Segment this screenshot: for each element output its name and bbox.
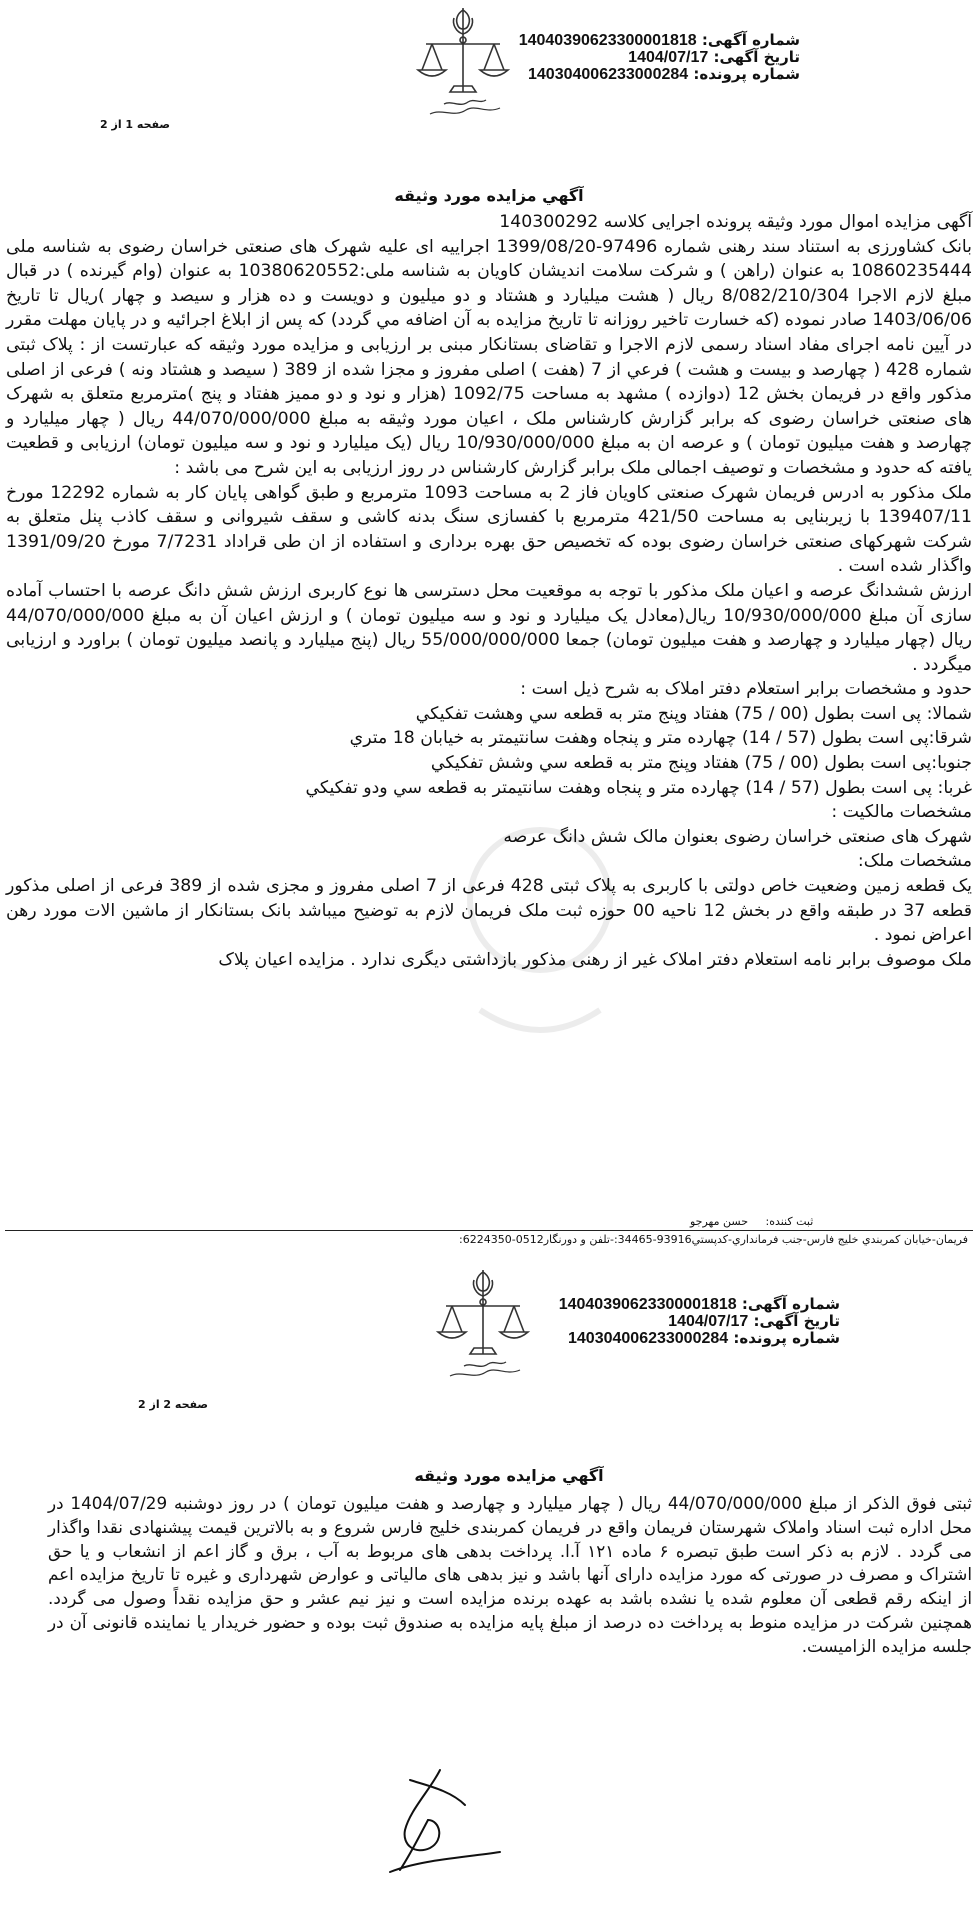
paragraph: حدود و مشخصات برابر استعلام دفتر املاک به شرح ذیل است : xyxy=(520,679,972,700)
signature-icon xyxy=(370,1760,520,1890)
paragraph: یک قطعه زمین وضعیت خاص دولتی با کاربری به پلاک ثبتی 428 فرعی از 7 اصلی مفروز و مجزی شده از 389 فرعی از اصلی مذکور قطعه 37 در طبقه واقع در بخش 12 ناحیه 00 حوزه ثبت ملک فریمان لازم به توضیح میباشد بانک بستانکار از ماشین الات مورد رهن اعراض نمود . xyxy=(6,876,972,946)
ad-number-row: شماره آگهی: 14040390623300001818 xyxy=(518,31,800,49)
paragraph: شرقا:پی است بطول (57 / 14) چهارده متر و پنجاه وهفت سانتیمتر به خیابان 18 متري xyxy=(349,728,972,749)
office-address-footer: فریمان-خیابان کمربندي خلیج فارس-جنب فرمانداري-کدپستي93916-34465:-تلفن و دورنگار0512-6224350: xyxy=(459,1233,968,1246)
paragraph: مشخصات ملک: xyxy=(857,851,972,872)
signer-block xyxy=(690,1215,813,1228)
ad-number-row: شماره آگهی: 14040390623300001818 xyxy=(558,1295,840,1313)
file-number-row: شماره پرونده: 140304006233000284 xyxy=(528,65,800,83)
ad-meta-block xyxy=(558,1295,840,1347)
ad-meta-block xyxy=(518,31,800,83)
file-number-row: شماره پرونده: 140304006233000284 xyxy=(568,1329,840,1347)
page-2 xyxy=(0,1260,978,1929)
footer-divider xyxy=(5,1230,973,1231)
ad-number: 14040390623300001818 xyxy=(518,32,697,49)
ad-date-row: تاریخ آگهی: 1404/07/17 xyxy=(668,1312,840,1330)
paragraph: ثبتی فوق الذکر از مبلغ 44/070/000/000 ریال ( چهار میلیارد و چهارصد و هفت میلیون تومان ) در روز دوشنبه 1404/07/29 در محل اداره ثبت اسناد واملاک شهرستان فریمان واقع در فریمان کمربندی خلیج فارس شروع و به بالاترین قیمت پیشنهادی نقدا واگذار می گردد . لازم به ذکر است طبق تبصره ۶ ماده ۱۲۱ آ.ا. پرداخت بدهی های مربوط به آب ، برق و گاز اعم از انشعاب و یا حق اشتراک و مصرف در صورتی که مورد مزایده دارای آنها باشد و نیز بدهی های مالیاتی و عوارض شهرداری و غیره تا تاریخ مزایده اعم از اینکه رقم قطعی آن معلوم شده یا نشده باشد به عهده برنده مزایده است و نیز نیم عشر و حق مزایده نقداً وصول می گردد. همچنین شرکت در مزایده منوط به پرداخت ده درصد از مبلغ پایه مزایده به صندوق ثبت بوده و حضور خریدار یا نماینده قانونی آن در جلسه مزایده الزامیست. xyxy=(48,1493,972,1656)
file-number: 140304006233000284 xyxy=(568,1330,729,1347)
notice-title: آگهي مزايده مورد وثيقه xyxy=(414,1466,604,1485)
page-indicator: صفحه 1 از 2 xyxy=(100,118,171,131)
file-number: 140304006233000284 xyxy=(528,66,689,83)
paragraph: جنوبا:پی است بطول (00 / 75) هفتاد وپنج متر به قطعه سي وشش تفكيكي xyxy=(430,753,972,774)
ad-date: 1404/07/17 xyxy=(628,49,709,66)
signer-name: حسن مهرجو xyxy=(690,1215,748,1228)
paragraph: ارزش ششدانگ عرصه و اعیان ملک مذکور با توجه به موقعیت محل دسترسی ها نوع کاربری ارزش شش دانگ عرصه با احتساب آماده سازی آن مبلغ 10/930/000/000 ریال(معادل یک میلیارد و نود و سه میلیون تومان ) و ارزش اعیان آن به مبلغ 44/070/000/000 ریال (چهار میلیارد و چهارصد و هفت میلیون تومان) جمعا 55/000/000/000 ریال (پنج میلیارد و پانصد میلیون تومان ) براورد و ارزیابی میگردد . xyxy=(6,580,973,675)
paragraph: شمالا: پی است بطول (00 / 75) هفتاد وپنج متر به قطعه سي وهشت تفكيكي xyxy=(415,703,972,724)
paragraph: آگهی مزایده اموال مورد وثیقه پرونده اجرایی کلاسه 140300292 xyxy=(499,212,972,232)
paragraph: بانک کشاورزی به استناد سند رهنی شماره 97496-1399/08/20 اجراییه ای علیه شهرک های صنعتی خراسان رضوی به شناسه ملی 10860235444 به عنوان (راهن ) و شرکت سلامت اندیشان کاویان به شناسه ملی:10380620552 به عنوان (وام گیرنده ) در قبال مبلغ لازم الاجرا 8/082/210/304 ریال ( هشت میلیارد و هشتاد و دو میلیون و دویست و ده هزار و سیصد و چهار )ریال تا تاریخ 1403/06/06 صادر نموده (که خسارت تاخیر روزانه تا تاریخ مزایده به آن اضافه مي گردد) که پس از ابلاغ اجرائیه و در پایان مهلت مقرر در آیین نامه اجرای مفاد اسناد رسمی لازم الاجرا و تقاضای بستانکار مبنی بر ارزیابی و مزایده مورد وثیقه که عبارتست از : پلاک ثبتی شماره 428 ( چهارصد و بیست و هشت ) فرعي از 7 (هفت ) اصلی مفروز و مجزا شده از 389 ( سیصد و هشتاد ونه ) فرعی از اصلی مذکور واقع در فریمان بخش 12 (دوازده ) مشهد به مساحت 1092/75 (هزار و نود و دو ممیز هفتاد و پنج )مترمربع متعلق به شهرک های صنعتی خراسان رضوی که برابر گزارش کارشناس ملک ، اعیان مورد وثیقه به مبلغ 44/070/000/000 ریال ( چهار میلیارد و چهارصد و هفت میلیون تومان ) و عرصه ان به مبلغ 10/930/000/000 ریال (یک میلیارد و نود و سه میلیون تومان) ارزیابی و قطعیت یافته که حدود و مشخصات و توصیف اجمالی ملک برابر گزارش کارشناس در روز ارزیابی به این شرح می باشد : xyxy=(6,236,973,478)
notice-body xyxy=(6,210,972,972)
ad-number: 14040390623300001818 xyxy=(558,1296,737,1313)
ad-date: 1404/07/17 xyxy=(668,1313,749,1330)
notice-title: آگهي مزايده مورد وثيقه xyxy=(394,186,584,205)
paragraph: ملک موصوف برابر نامه استعلام دفتر املاک غیر از رهنی مذکور بازداشتی دیگری ندارد . مزایده اعیان پلاک xyxy=(218,949,972,970)
paragraph: ملک مذکور به ادرس فریمان شهرک صنعتی کاویان فاز 2 به مساحت 1093 مترمربع و طبق گواهی پایان کار به شماره 12292 مورخ 139407/11 با زیربنایی به مساحت 421/50 مترمربع با کفسازی سنگ بدنه کاشی و سقف شیروانی و سقف کاذب پنل متعلق به شرکت شهرکهای صنعتی خراسان رضوی بوده که تخصیص حق بهره برداری و استفاده از ان طی قراداد 7/7231 مورخ 1391/09/20 واگذار شده است . xyxy=(6,482,972,577)
notice-body xyxy=(48,1492,972,1659)
judiciary-emblem-icon xyxy=(428,1266,538,1381)
paragraph: غربا: پی است بطول (57 / 14) چهارده متر و پنجاه وهفت سانتیمتر به قطعه سي ودو تفكيكي xyxy=(305,777,972,798)
ad-date-row: تاریخ آگهی: 1404/07/17 xyxy=(628,48,800,66)
page-indicator: صفحه 2 از 2 xyxy=(138,1398,209,1411)
judiciary-emblem-icon xyxy=(408,4,518,119)
paragraph: مشخصات مالکیت : xyxy=(831,802,972,823)
paragraph: شهرک های صنعتی خراسان رضوی بعنوان مالک شش دانگ عرصه xyxy=(503,826,972,847)
signer-label: ثبت کننده: xyxy=(765,1215,814,1228)
